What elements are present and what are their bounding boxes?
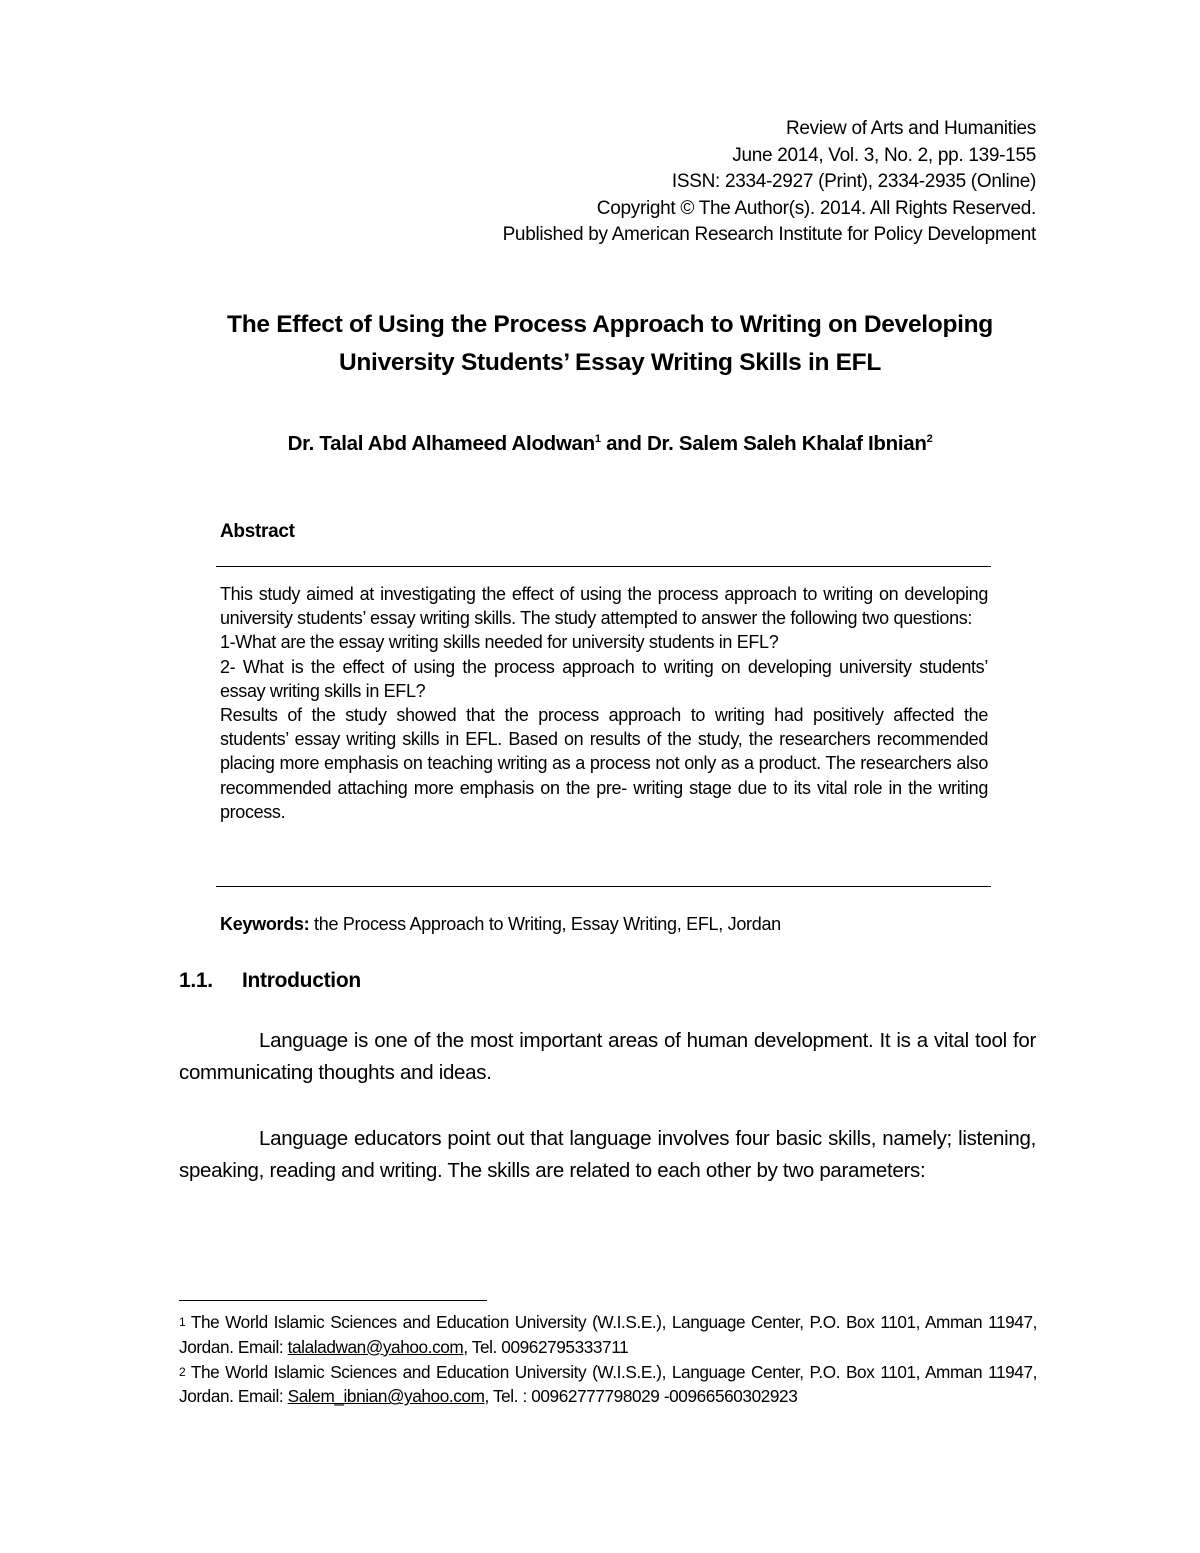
journal-copyright: Copyright © The Author(s). 2014. All Rights Reserved. (596, 197, 1036, 219)
journal-issue: June 2014, Vol. 3, No. 2, pp. 139-155 (732, 144, 1036, 166)
keywords-value: the Process Approach to Writing, Essay Writing, EFL, Jordan (309, 914, 781, 934)
author-2: Dr. Salem Saleh Khalaf Ibnian (647, 432, 927, 455)
footnote-1-marker: 1 (179, 1315, 186, 1329)
footnote-1-tail: , Tel. 00962795333711 (463, 1336, 629, 1357)
journal-issn: ISSN: 2334-2927 (Print), 2334-2935 (Online) (671, 171, 1036, 192)
footnote-2-tail: , Tel. : 00962777798029 -00966560302923 (484, 1386, 798, 1407)
section-title: Introduction (242, 969, 361, 992)
journal-header (503, 116, 1036, 249)
footnote-2 (179, 1360, 1037, 1410)
paper-title-line-2: University Students’ Essay Writing Skills in EFL (339, 349, 881, 376)
paper-title (160, 306, 1060, 382)
section-heading-introduction (179, 969, 361, 993)
abstract-bottom-rule (216, 886, 991, 887)
paper-title-line-1: The Effect of Using the Process Approach to Writing on Developing (227, 311, 993, 338)
footnotes (179, 1310, 1037, 1409)
intro-paragraph-2: Language educators point out that language involves four basic skills, namely; listening, speaking, reading and writing. The skills are related to each other by two parameters: (179, 1127, 1036, 1182)
abstract-top-rule (216, 566, 991, 567)
footnote-2-marker: 2 (179, 1364, 186, 1379)
journal-name: Review of Arts and Humanities (785, 118, 1036, 139)
footnote-separator (179, 1300, 487, 1301)
section-number: 1.1. (179, 969, 213, 992)
keywords-label: Keywords: (220, 914, 310, 934)
abstract-results: Results of the study showed that the process approach to writing had positively affected the students’ essay writing skills in EFL. Based on results of the study, the researchers recommended placing more emphasis on teaching writing as a process not only as a product. The researchers also recommended attaching more emphasis on the pre- writing stage due to its vital role in the writing process. (220, 705, 988, 822)
abstract-question-1: 1-What are the essay writing skills needed for university students in EFL? (220, 632, 779, 653)
abstract-body (220, 582, 988, 824)
abstract-heading: Abstract (220, 521, 295, 542)
author-2-footnote-mark: 2 (926, 433, 933, 446)
abstract-intro: This study aimed at investigating the effect of using the process approach to writing on developing university students’ essay writing skills. The study attempted to answer the following two questions: (220, 584, 988, 629)
author-1-footnote-mark: 1 (594, 433, 601, 446)
author-connector: and (600, 432, 648, 455)
keywords-line (220, 914, 781, 935)
author-1: Dr. Talal Abd Alhameed Alodwan (287, 432, 595, 455)
footnote-2-email-link[interactable]: Salem_ibnian@yahoo.com (287, 1386, 485, 1407)
intro-paragraph-1: Language is one of the most important areas of human development. It is a vital tool for communicating thoughts and ideas. (179, 1029, 1036, 1084)
footnote-2-text: The World Islamic Sciences and Education University (W.I.S.E.), Language Center, P.O. Box 1101, Amman 11947, Jordan. Email: (179, 1361, 1037, 1407)
footnote-1-email-link[interactable]: talaladwan@yahoo.com (287, 1336, 464, 1357)
journal-publisher: Published by American Research Institute for Policy Development (502, 224, 1036, 245)
author-line (120, 432, 1100, 456)
footnote-1-text: The World Islamic Sciences and Education University (W.I.S.E.), Language Center, P.O. Box 1101, Amman 11947, Jordan. Email: (179, 1312, 1037, 1357)
footnote-1 (179, 1310, 1037, 1360)
abstract-question-2: 2- What is the effect of using the process approach to writing on developing university students’ essay writing skills in EFL? (220, 656, 988, 701)
